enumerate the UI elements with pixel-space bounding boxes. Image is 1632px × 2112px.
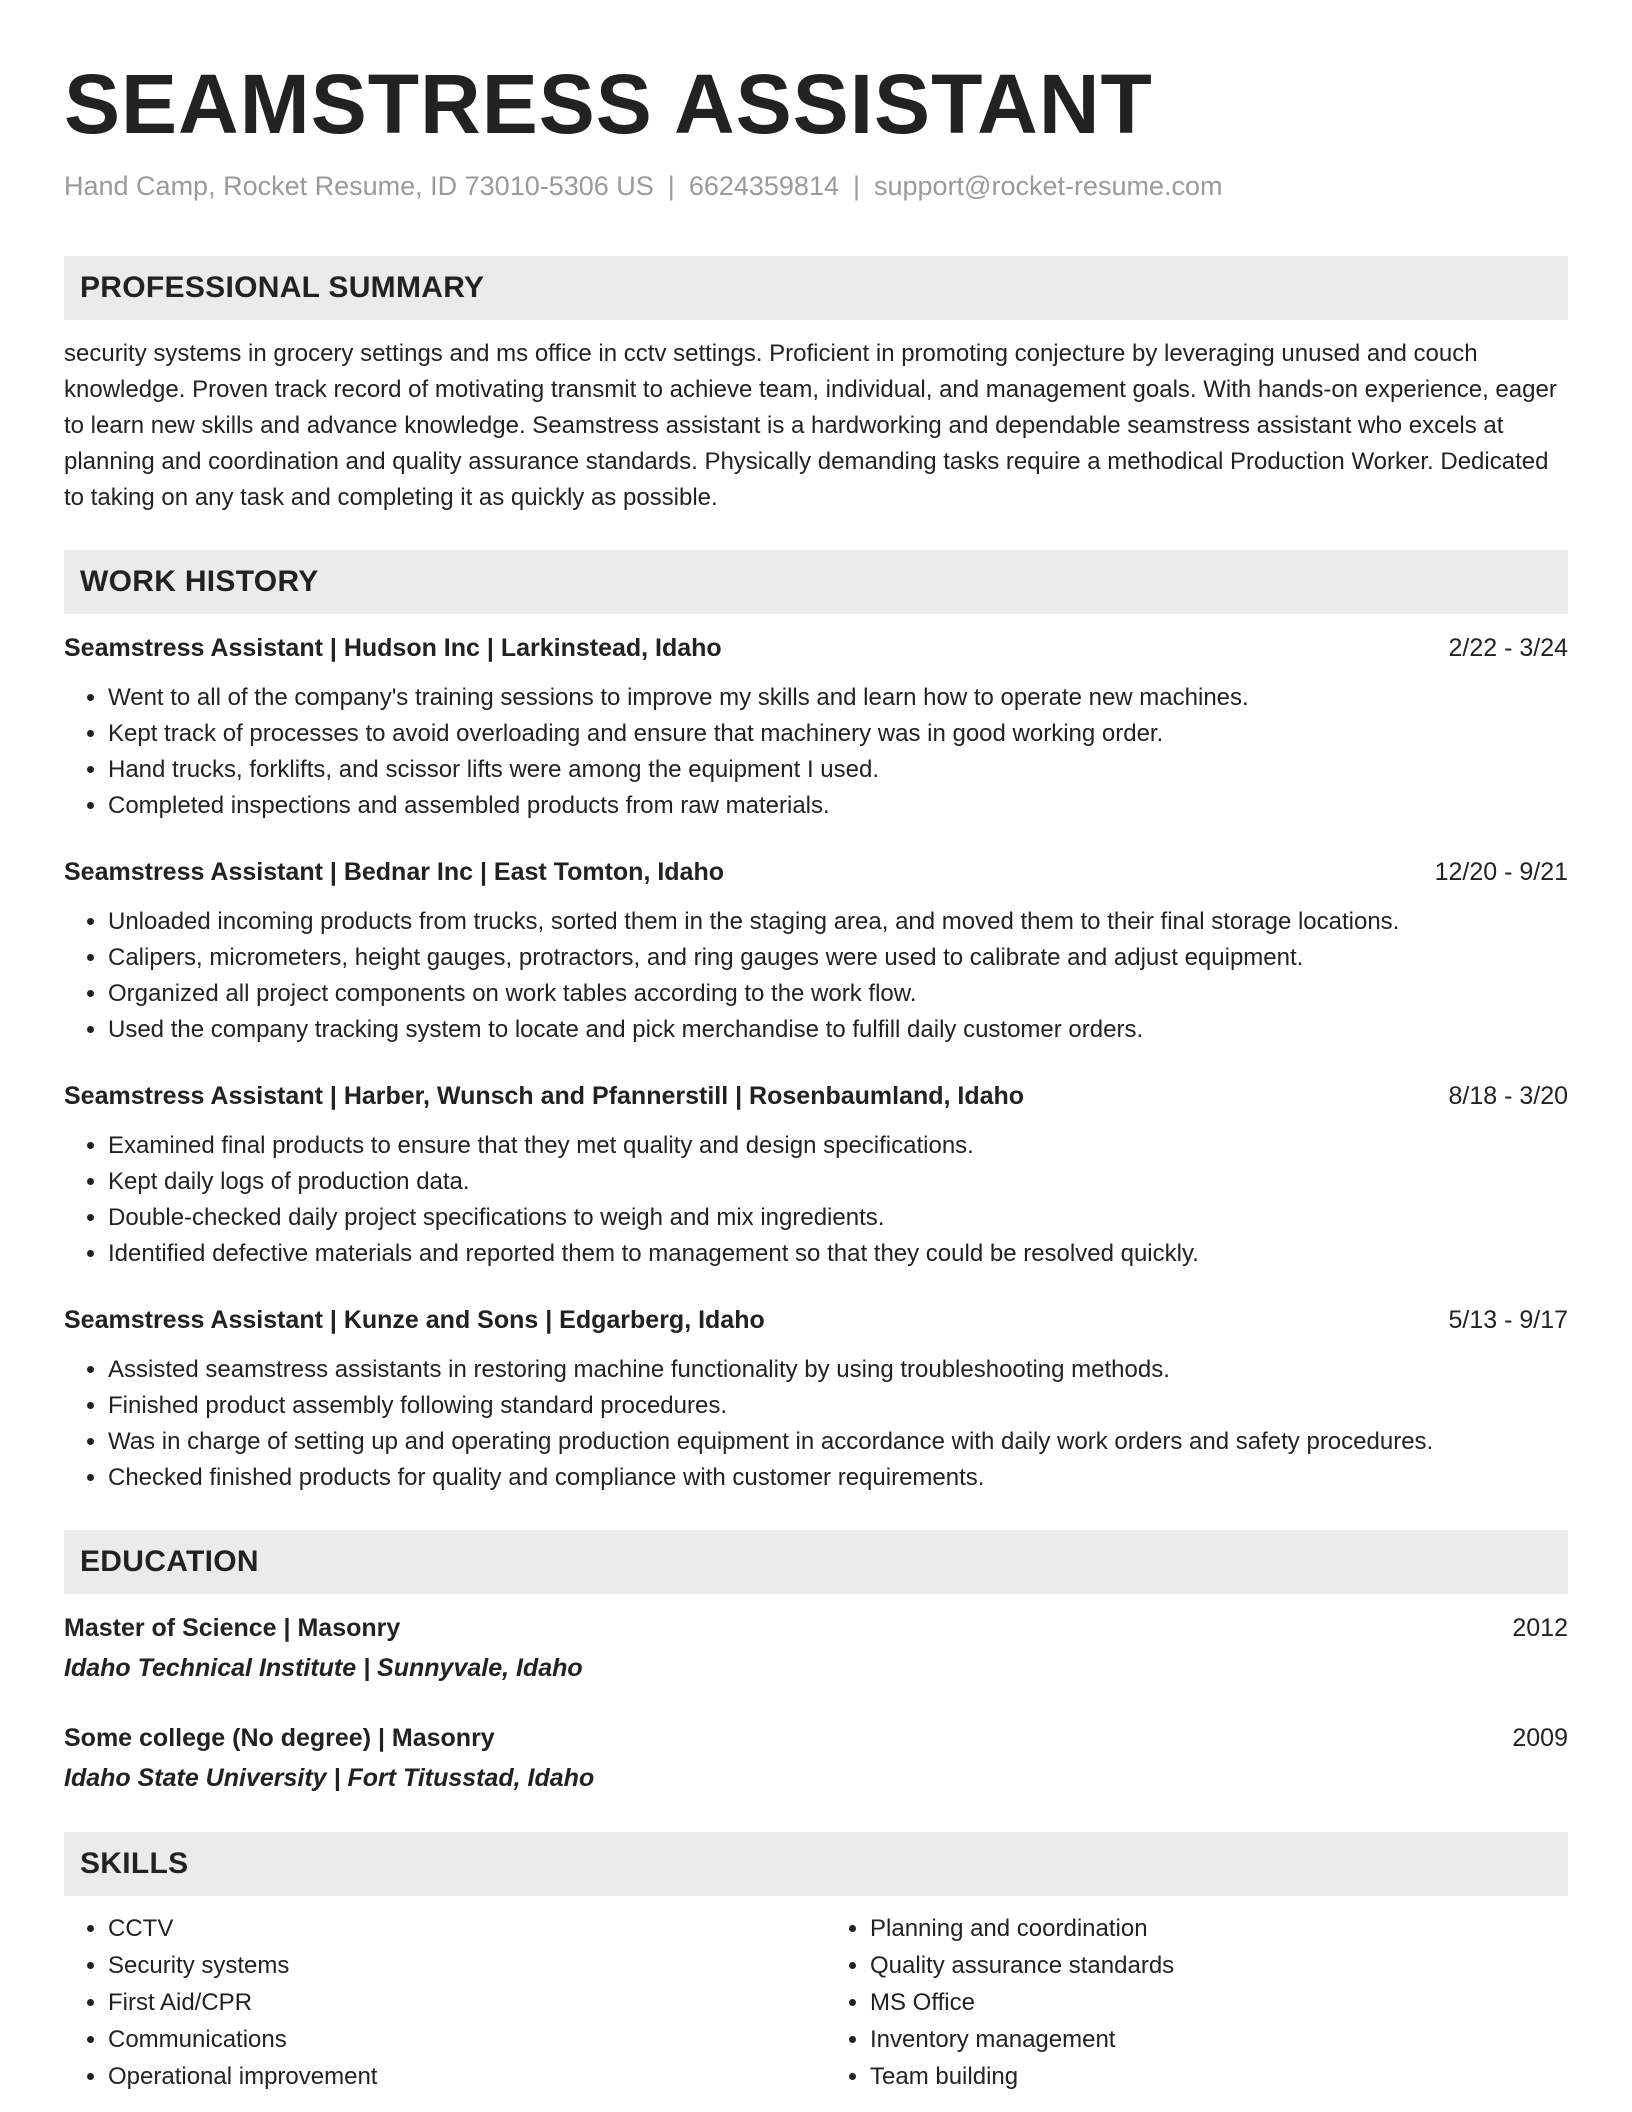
job-title: Seamstress Assistant | Hudson Inc | Larkinstead, Idaho — [64, 634, 722, 662]
education-section — [64, 1530, 1568, 1796]
job-bullet: • Identified defective materials and reported them to management so that they could be resolved quickly. — [108, 1236, 1568, 1272]
job-title: Seamstress Assistant | Bednar Inc | East Tomton, Idaho — [64, 858, 724, 886]
job-bullet: • Finished product assembly following standard procedures. — [108, 1388, 1568, 1424]
job-bullet: • Unloaded incoming products from trucks, sorted them in the staging area, and moved them to their final storage locations. — [108, 904, 1568, 940]
education-year: 2012 — [1512, 1614, 1568, 1642]
education-school: Idaho State University | Fort Titusstad, Idaho — [64, 1764, 595, 1792]
job-entry — [64, 1302, 1568, 1496]
skills-heading: SKILLS — [64, 1832, 1568, 1896]
contact-separator: | — [667, 171, 675, 201]
job-title: Seamstress Assistant | Harber, Wunsch and Pfannerstill | Rosenbaumland, Idaho — [64, 1082, 1025, 1110]
education-degree: Some college (No degree) | Masonry — [64, 1724, 495, 1752]
job-bullet: • Examined final products to ensure that they met quality and design specifications. — [108, 1128, 1568, 1164]
skills-section — [64, 1832, 1568, 2095]
job-bullets — [64, 1128, 1568, 1272]
skills-columns — [64, 1910, 1568, 2095]
job-bullet: • Double-checked daily project specifications to weigh and mix ingredients. — [108, 1200, 1568, 1236]
education-degree: Master of Science | Masonry — [64, 1614, 401, 1642]
job-header — [64, 1302, 1568, 1338]
job-bullet: • Assisted seamstress assistants in restoring machine functionality by using troubleshooting methods. — [108, 1352, 1568, 1388]
summary-heading: PROFESSIONAL SUMMARY — [64, 256, 1568, 320]
contact-separator: | — [852, 171, 860, 201]
job-bullet: • Used the company tracking system to locate and pick merchandise to fulfill daily customer orders. — [108, 1012, 1568, 1048]
education-header — [64, 1720, 1568, 1756]
summary-section — [64, 256, 1568, 516]
education-entry — [64, 1720, 1568, 1796]
contact-phone: 6624359814 — [688, 171, 839, 201]
job-bullet: • Was in charge of setting up and operating production equipment in accordance with daily work orders and safety procedures. — [108, 1424, 1568, 1460]
job-bullets — [64, 1352, 1568, 1496]
skill-item: • Operational improvement — [108, 2058, 762, 2095]
education-year: 2009 — [1512, 1724, 1568, 1752]
skill-item: • Inventory management — [870, 2021, 1460, 2058]
education-entry — [64, 1610, 1568, 1686]
resume-name: SEAMSTRESS ASSISTANT — [64, 57, 1153, 151]
skill-item: • First Aid/CPR — [108, 1984, 762, 2021]
job-entry — [64, 630, 1568, 824]
skill-item: • Planning and coordination — [870, 1910, 1460, 1947]
skill-item: • MS Office — [870, 1984, 1460, 2021]
job-header — [64, 630, 1568, 666]
skills-list-right — [762, 1910, 1460, 2095]
job-dates: 12/20 - 9/21 — [1434, 858, 1568, 886]
job-dates: 5/13 - 9/17 — [1448, 1306, 1568, 1334]
job-title: Seamstress Assistant | Kunze and Sons | Edgarberg, Idaho — [64, 1306, 765, 1334]
job-entry — [64, 854, 1568, 1048]
resume-page — [64, 0, 1568, 2095]
work-history-heading: WORK HISTORY — [64, 550, 1568, 614]
job-bullets — [64, 680, 1568, 824]
job-dates: 2/22 - 3/24 — [1448, 634, 1568, 662]
job-bullet: • Kept daily logs of production data. — [108, 1164, 1568, 1200]
job-entry — [64, 1078, 1568, 1272]
education-school: Idaho Technical Institute | Sunnyvale, Idaho — [64, 1654, 583, 1682]
skill-item: • Security systems — [108, 1947, 762, 1984]
contact-address: Hand Camp, Rocket Resume, ID 73010-5306 US — [64, 171, 654, 201]
job-bullet: • Checked finished products for quality and compliance with customer requirements. — [108, 1460, 1568, 1496]
job-bullet: • Kept track of processes to avoid overloading and ensure that machinery was in good working order. — [108, 716, 1568, 752]
skills-list-left — [64, 1910, 762, 2095]
education-heading: EDUCATION — [64, 1530, 1568, 1594]
work-history-section — [64, 550, 1568, 1496]
job-bullet: • Hand trucks, forklifts, and scissor lifts were among the equipment I used. — [108, 752, 1568, 788]
skill-item: • CCTV — [108, 1910, 762, 1947]
job-header — [64, 854, 1568, 890]
job-bullets — [64, 904, 1568, 1048]
job-bullet: • Completed inspections and assembled products from raw materials. — [108, 788, 1568, 824]
job-bullet: • Went to all of the company's training sessions to improve my skills and learn how to operate new machines. — [108, 680, 1568, 716]
summary-text: security systems in grocery settings and ms office in cctv settings. Proficient in promoting conjecture by leveraging unused and couch knowledge. Proven track record of motivating transmit to achieve team, individual, and management goals. With hands-on experience, eager to learn new skills and advance knowledge. Seamstress assistant is a hardworking and dependable seamstress assistant who excels at planning and coordination and quality assurance standards. Physically demanding tasks require a methodical Production Worker. Dedicated to taking on any task and completing it as quickly as possible. — [64, 340, 1557, 511]
skill-item: • Quality assurance standards — [870, 1947, 1460, 1984]
contact-email: support@rocket-resume.com — [874, 171, 1223, 201]
job-header — [64, 1078, 1568, 1114]
education-header — [64, 1610, 1568, 1646]
skill-item: • Communications — [108, 2021, 762, 2058]
job-bullet: • Organized all project components on work tables according to the work flow. — [108, 976, 1568, 1012]
job-dates: 8/18 - 3/20 — [1448, 1082, 1568, 1110]
contact-line — [64, 168, 1568, 204]
job-bullet: • Calipers, micrometers, height gauges, protractors, and ring gauges were used to calibrate and adjust equipment. — [108, 940, 1568, 976]
skill-item: • Team building — [870, 2058, 1460, 2095]
